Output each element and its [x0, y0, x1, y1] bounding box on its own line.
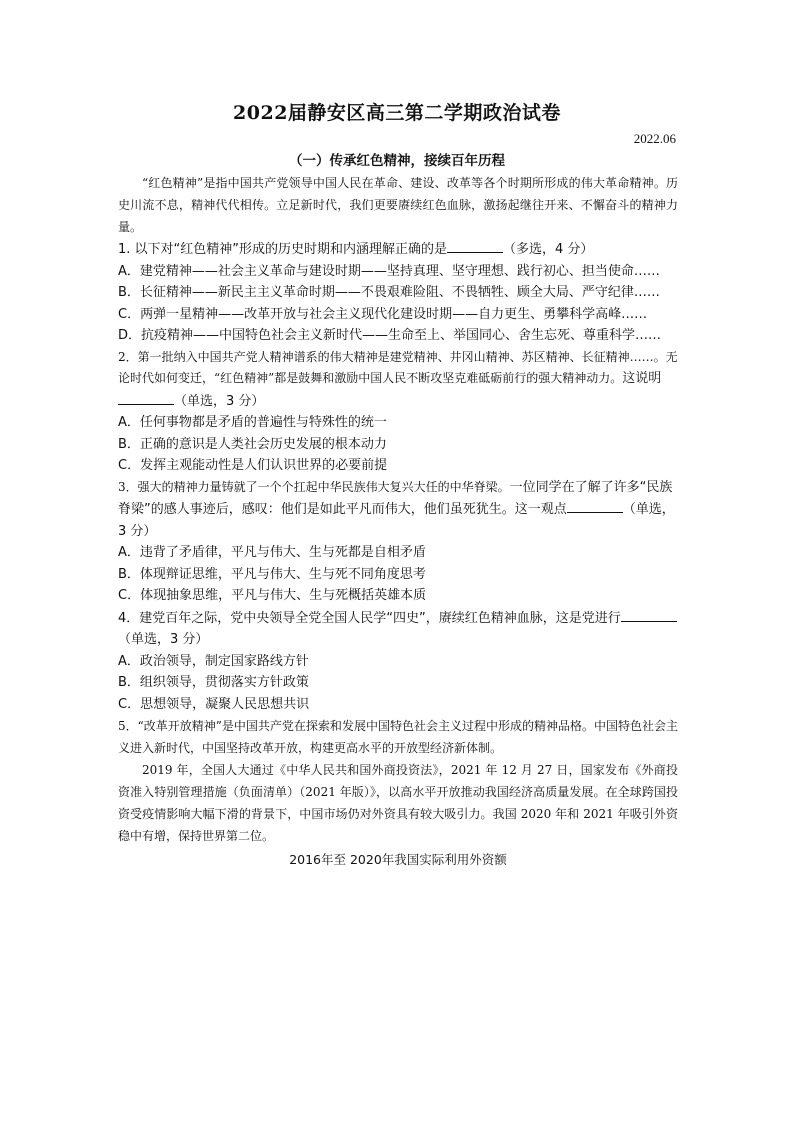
intro-paragraph: “红色精神”是指中国共产党领导中国人民在革命、建设、改革等各个时期所形成的伟大革命精神。历史川流不息，精神代代相传。立足新时代，我们更要赓续红色血脉，激扬起继往开来、不懈奋斗的精神力量。	[118, 176, 678, 234]
answer-blank	[447, 238, 503, 253]
exam-date: 2022.06	[633, 131, 676, 146]
question-1-score: （多选，4 分）	[503, 242, 594, 257]
question-5-material: 2019 年，全国人大通过《中华人民共和国外商投资法》，2021 年 12 月 27 日，国家发布《外商投资准入特别管理措施（负面清单）（2021 年版）》，以高水平开放推动我国经济高质量发展。在全球跨国投资受疫情影响大幅下滑的背景下，中国市场仍对外资具有较大吸引力。我国 2020 年和 2021 年吸引外资稳中有增，保持世界第二位。	[118, 763, 678, 843]
exam-body	[118, 172, 678, 871]
question-2-option-c: C．发挥主观能动性是人们认识世界的必要前提	[118, 458, 388, 473]
question-1-stem	[118, 238, 678, 261]
page-title: 2022届静安区高三第二学期政治试卷	[233, 102, 561, 124]
question-4-option-c: C．思想领导，凝聚人民思想共识	[118, 696, 310, 712]
question-5-lead: 5．“改革开放精神”是中国共产党在探索和发展中国特色社会主义过程中形成的精神品格。中国特色社会主义进入新时代，中国坚持改革开放，构建更高水平的开放型经济新体制。	[118, 719, 678, 755]
question-3-option-a: A．违背了矛盾律，平凡与伟大、生与死都是自相矛盾	[118, 545, 426, 560]
question-1-option-a: A．建党精神——社会主义革命与建设时期——坚持真理、坚守理想、践行初心、担当使命……	[118, 263, 660, 279]
question-3-lead: 3．强大的精神力量铸就了一个个扛起中华民族伟大复兴大任的中华脊梁。	[118, 479, 510, 494]
question-3-text: 一位同学在了解了许多“民族脊梁”的感人事迹后，感叹：他们是如此平凡而伟大，他们虽死犹生。这一观点	[118, 479, 673, 517]
question-2-option-b: B．正确的意识是人类社会历史发展的根本动力	[118, 436, 387, 452]
question-2-score: （单选，3 分）	[174, 393, 265, 409]
question-1-option-b: B．长征精神——新民主主义革命时期——不畏艰难险阻、不畏牺牲、顾全大局、严守纪律……	[118, 285, 660, 300]
question-4-option-a: A．政治领导，制定国家路线方针	[118, 653, 309, 669]
question-2-option-a: A．任何事物都是矛盾的普遍性与特殊性的统一	[118, 415, 387, 430]
question-4-option-b: B．组织领导，贯彻落实方针政策	[118, 675, 309, 690]
question-3-score: （单选，3 分）	[118, 502, 675, 539]
answer-blank	[567, 498, 623, 513]
answer-blank	[118, 390, 174, 405]
question-3-option-b: B．体现辩证思维，平凡与伟大、生与死不同角度思考	[118, 566, 426, 582]
question-1-option-d: D．抗疫精神——中国特色社会主义新时代——生命至上、举国同心、舍生忘死、尊重科学……	[118, 328, 662, 343]
question-2-lead: 2．第一批纳入中国共产党人精神谱系的伟大精神是建党精神、井冈山精神、苏区精神、长征精神……。无论时代如何变迁，“红色精神”都是鼓舞和激励中国人民不断攻坚克难砥砺前行的强大精神动力。	[118, 349, 678, 385]
question-4-stem	[118, 607, 678, 651]
question-2-text: 这说明	[622, 371, 662, 386]
question-3-option-c: C．体现抽象思维，平凡与伟大、生与死概括英雄本质	[118, 588, 427, 603]
question-4-text: 4．建党百年之际，党中央领导全党全国人民学“四史”，赓续红色精神血脉，这是党进行	[118, 610, 621, 626]
question-1-text: 1. 以下对“红色精神”形成的历史时期和内涵理解正确的是	[118, 242, 448, 257]
section-heading: （一）传承红色精神，接续百年历程	[289, 153, 505, 169]
question-3-stem	[118, 477, 678, 543]
question-2-stem	[118, 347, 678, 413]
chart-caption: 2016年至 2020年我国实际利用外资额	[289, 852, 507, 867]
answer-blank	[621, 607, 677, 622]
question-1-option-c: C．两弹一星精神——改革开放与社会主义现代化建设时期——自力更生、勇攀科学高峰……	[118, 306, 648, 322]
question-4-score: （单选，3 分）	[118, 632, 209, 647]
